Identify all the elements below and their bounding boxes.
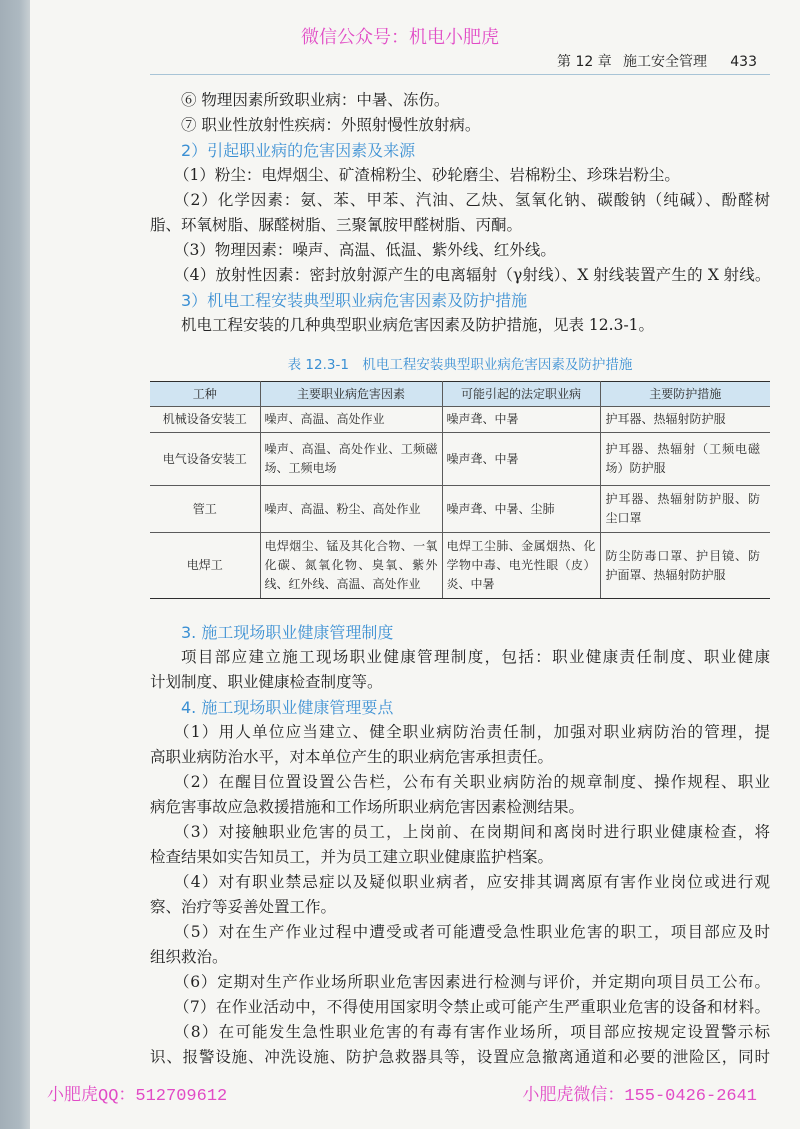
health-system-line-1: 项目部应建立施工现场职业健康管理制度，包括：职业健康责任制度、职业健康 [181,648,770,666]
table-number: 表 12.3-1 [287,357,349,373]
health-point-6: （6）定期对生产作业场所职业危害因素进行检测与评价，并定期向项目员工公布。 [174,973,770,991]
running-header-chapter: 第 12 章 [557,54,612,70]
health-point-1-line-2: 高职业病防治水平，对本单位产生的职业病危害承担责任。 [150,748,554,766]
hazard-item-2-line-2: 脂、环氧树脂、脲醛树脂、三聚氰胺甲醛树脂、丙酮。 [150,216,523,234]
health-point-2-line-2: 病危害事故应急救援措施和工作场所职业病危害因素检测结果。 [150,798,585,816]
health-point-2-line-1: （2）在醒目位置设置公告栏，公布有关职业病防治的规章制度、操作规程、职业 [174,773,770,791]
table-cell-trade: 管工 [150,486,260,533]
health-point-3-line-1: （3）对接触职业危害的员工，上岗前、在岗期间和离岗时进行职业健康检查，将 [174,823,770,841]
table-row [150,407,770,433]
running-header-rule [150,74,770,75]
table-caption [150,354,770,376]
table-cell-measures: 护耳器、热辐射防护服、防尘口罩 [600,486,770,533]
hazard-item-3: （3）物理因素：噪声、高温、低温、紫外线、红外线。 [174,241,556,259]
table-cell-measures: 护耳器、热辐射（工频电磁场）防护服 [600,433,770,486]
table-cell-diseases: 噪声聋、中暑、尘肺 [442,486,600,533]
caption-gap [349,357,363,373]
page-number: 433 [730,54,757,70]
table-header-diseases: 可能引起的法定职业病 [442,382,600,407]
health-point-5-line-2: 组织救治。 [150,948,228,966]
watermark-bottom-right: 小肥虎微信：155-0426-2641 [522,1087,757,1106]
health-point-8-line-1: （8）在可能发生急性职业危害的有毒有害作业场所，项目部应按规定设置警示标 [174,1023,770,1041]
table-header-measures: 主要防护措施 [600,382,770,407]
table-cell-hazards: 电焊烟尘、锰及其化合物、一氧化碳、氮氧化物、臭氧、紫外线、红外线、高温、高处作业 [260,533,442,599]
table-header-hazards: 主要职业病危害因素 [260,382,442,407]
table-cell-diseases: 电焊工尘肺、金属烟热、化学物中毒、电光性眼（皮）炎、中暑 [442,533,600,599]
scan-edge-shadow [0,0,30,1129]
table-cell-trade: 机械设备安装工 [150,407,260,433]
table-header-row [150,382,770,407]
disease-item-6: ⑥ 物理因素所致职业病：中暑、冻伤。 [181,91,450,109]
watermark-bottom-left: 小肥虎QQ：512709612 [47,1087,228,1106]
health-system-line-2: 计划制度、职业健康检查制度等。 [150,673,383,691]
table-cell-diseases: 噪声聋、中暑 [442,433,600,486]
table-cell-measures: 护耳器、热辐射防护服 [600,407,770,433]
table-cell-measures: 防尘防毒口罩、护目镜、防护面罩、热辐射防护服 [600,533,770,599]
health-point-1-line-1: （1）用人单位应当建立、健全职业病防治责任制，加强对职业病防治的管理，提 [174,723,770,741]
running-header-title: 施工安全管理 [623,54,707,70]
section-heading-health-system: 3. 施工现场职业健康管理制度 [181,623,394,642]
health-point-3-line-2: 检查结果如实告知员工，并为员工建立职业健康监护档案。 [150,848,554,866]
section-heading-health-points: 4. 施工现场职业健康管理要点 [181,698,394,717]
health-point-7: （7）在作业活动中，不得使用国家明令禁止或可能产生严重职业危害的设备和材料。 [174,998,770,1016]
table-row [150,486,770,533]
table-row [150,533,770,599]
table-cell-hazards: 噪声、高温、高处作业 [260,407,442,433]
hazard-item-4: （4）放射性因素：密封放射源产生的电离辐射（γ射线）、X 射线装置产生的 X 射线。 [174,266,770,284]
watermark-top: 微信公众号：机电小肥虎 [301,27,499,48]
health-point-5-line-1: （5）对在生产作业过程中遭受或者可能遭受急性职业危害的职工，项目部应及时 [174,923,770,941]
section-heading-hazard-sources: 2）引起职业病的危害因素及来源 [181,141,416,160]
section-heading-typical-hazards: 3）机电工程安装典型职业病危害因素及防护措施 [181,291,528,310]
table-cell-trade: 电焊工 [150,533,260,599]
hazard-item-1: （1）粉尘：电焊烟尘、矿渣棉粉尘、砂轮磨尘、岩棉粉尘、珍珠岩粉尘。 [174,166,680,184]
table-cell-diseases: 噪声聋、中暑 [442,407,600,433]
table-cell-hazards: 噪声、高温、粉尘、高处作业 [260,486,442,533]
page-body [150,88,770,1070]
typical-hazards-intro: 机电工程安装的几种典型职业病危害因素及防护措施，见表 12.3-1。 [181,316,655,334]
hazards-table [150,381,770,599]
table-cell-hazards: 噪声、高温、高处作业、工频磁场、工频电场 [260,433,442,486]
table-row [150,433,770,486]
health-point-4-line-1: （4）对有职业禁忌症以及疑似职业病者，应安排其调离原有害作业岗位或进行观 [174,873,770,891]
hazard-item-2-line-1: （2）化学因素：氨、苯、甲苯、汽油、乙炔、氢氧化钠、碳酸钠（纯碱）、酚醛树 [174,191,770,209]
table-title: 机电工程安装典型职业病危害因素及防护措施 [362,357,633,373]
disease-item-7: ⑦ 职业性放射性疾病：外照射慢性放射病。 [181,116,481,134]
health-point-8-line-2: 识、报警设施、冲洗设施、防护急救器具等，设置应急撤离通道和必要的泄险区，同时 [150,1048,770,1066]
table-cell-trade: 电气设备安装工 [150,433,260,486]
health-point-4-line-2: 察、治疗等妥善处置工作。 [150,898,337,916]
table-header-trade: 工种 [150,382,260,407]
